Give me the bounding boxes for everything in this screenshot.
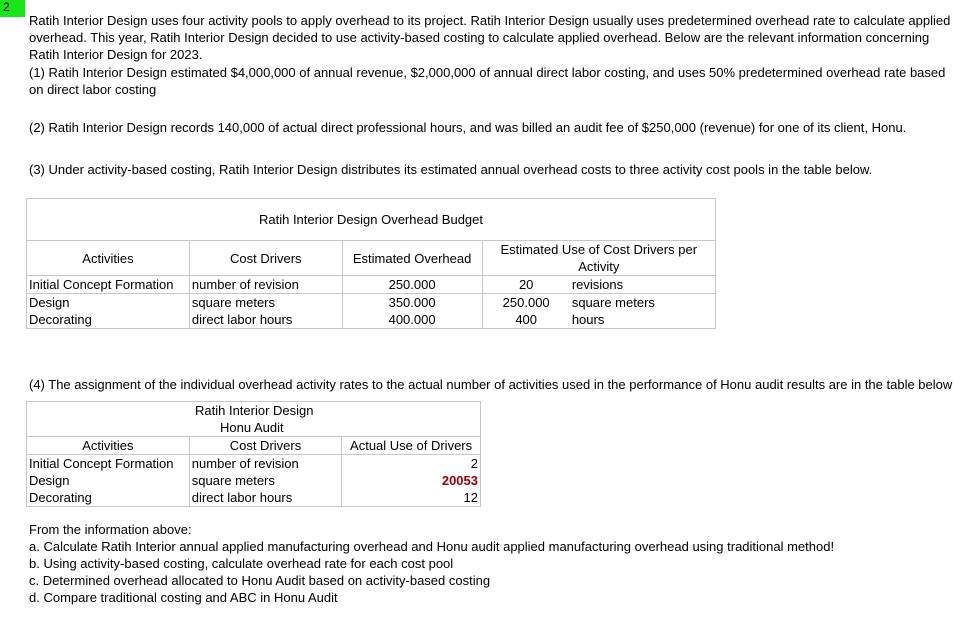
point-1: (1) Ratih Interior Design estimated $4,000,000 of annual revenue, $2,000,000 of annual direct labor costing, and uses 50% predetermined overhead rate based on direct labor costing <box>29 65 946 97</box>
use-cell: 400 <box>482 311 570 329</box>
point-4: (4) The assignment of the individual overhead activity rates to the actual number of activities used in the performance of Honu audit results are in the table below <box>29 377 953 392</box>
budget-table-title: Ratih Interior Design Overhead Budget <box>27 199 716 241</box>
use-cell: 250.000 <box>482 294 570 312</box>
overhead-cell: 250.000 <box>342 276 482 294</box>
activity-cell: Decorating <box>27 311 190 329</box>
overhead-cell: 350.000 <box>342 294 482 312</box>
honu-audit-table <box>26 401 481 507</box>
point-2: (2) Ratih Interior Design records 140,000 of actual direct professional hours, and was billed an audit fee of $250,000 (revenue) for one of its client, Honu. <box>29 120 907 135</box>
intro-paragraph: Ratih Interior Design uses four activity pools to apply overhead to its project. Ratih Interior Design usually uses predetermined overhead rate to calculate applied overhead. This year, Ratih Interior Design decided to use activity-based costing to calculate applied overhead. Below are the relevant information concerning Ratih Interior Design for 2023. <box>29 13 951 62</box>
question-a: a. Calculate Ratih Interior annual applied manufacturing overhead and Honu audit applied manufacturing overhead using traditional method! <box>29 539 835 554</box>
honu-table-title-2: Honu Audit <box>27 419 481 437</box>
table-row <box>27 311 716 329</box>
unit-cell: square meters <box>570 294 716 312</box>
unit-cell: revisions <box>570 276 716 294</box>
unit-cell: hours <box>570 311 716 329</box>
overhead-cell: 400.000 <box>342 311 482 329</box>
question-c: c. Determined overhead allocated to Honu Audit based on activity-based costing <box>29 573 491 588</box>
driver-cell: square meters <box>189 472 341 489</box>
row-number-badge: 2 <box>0 0 25 17</box>
table-row <box>27 455 481 473</box>
header-cost-drivers: Cost Drivers <box>189 437 341 455</box>
driver-cell: number of revision <box>189 276 342 294</box>
activity-cell: Initial Concept Formation <box>27 276 190 294</box>
driver-cell: direct labor hours <box>189 489 341 507</box>
header-activities: Activities <box>27 437 190 455</box>
activity-cell: Initial Concept Formation <box>27 455 190 473</box>
header-estimated-overhead: Estimated Overhead <box>342 241 482 276</box>
actual-cell: 12 <box>342 489 481 507</box>
driver-cell: number of revision <box>189 455 341 473</box>
driver-cell: square meters <box>189 294 342 312</box>
overhead-budget-table <box>26 198 716 329</box>
header-activities: Activities <box>27 241 190 276</box>
header-estimated-use: Estimated Use of Cost Drivers per Activity <box>482 241 715 276</box>
activity-cell: Decorating <box>27 489 190 507</box>
table-row <box>27 276 716 294</box>
question-d: d. Compare traditional costing and ABC in Honu Audit <box>29 590 338 605</box>
header-actual-use: Actual Use of Drivers <box>342 437 481 455</box>
header-cost-drivers: Cost Drivers <box>189 241 342 276</box>
activity-cell: Design <box>27 472 190 489</box>
table-row <box>27 472 481 489</box>
actual-cell: 2 <box>342 455 481 473</box>
questions-lead: From the information above: <box>29 522 192 537</box>
table-row <box>27 489 481 507</box>
question-b: b. Using activity-based costing, calculate overhead rate for each cost pool <box>29 556 454 571</box>
honu-table-title-1: Ratih Interior Design <box>27 402 481 420</box>
driver-cell: direct labor hours <box>189 311 342 329</box>
use-cell: 20 <box>482 276 570 294</box>
table-row <box>27 294 716 312</box>
actual-cell: 20053 <box>342 472 481 489</box>
activity-cell: Design <box>27 294 190 312</box>
point-3: (3) Under activity-based costing, Ratih Interior Design distributes its estimated annual overhead costs to three activity cost pools in the table below. <box>29 162 873 177</box>
